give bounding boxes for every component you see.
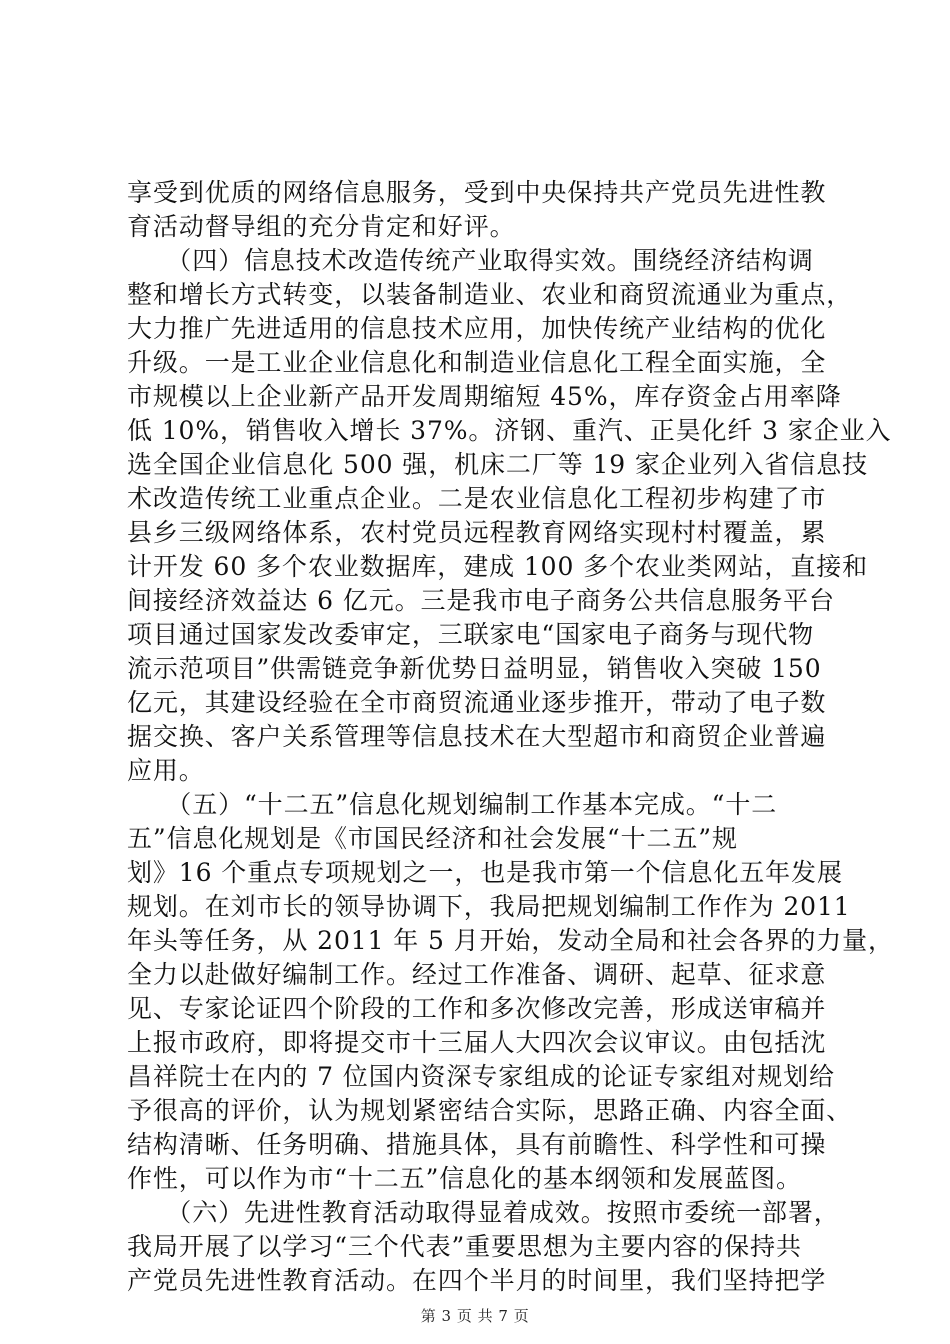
text-line: （六）先进性教育活动取得显着成效。按照市委统一部署，: [127, 1198, 840, 1227]
text-line: 县乡三级网络体系，农村党员远程教育网络实现村村覆盖，累: [127, 518, 827, 547]
text-line: 昌祥院士在内的 7 位国内资深专家组成的论证专家组对规划给: [127, 1062, 835, 1091]
page-footer: 第 3 页 共 7 页: [420, 1307, 530, 1325]
text-line: （五）“十二五”信息化规划编制工作基本完成。“十二: [127, 790, 778, 819]
text-line: 应用。: [127, 756, 205, 785]
text-line: 结构清晰、任务明确、措施具体，具有前瞻性、科学性和可操: [127, 1130, 827, 1159]
text-line: 见、专家论证四个阶段的工作和多次修改完善，形成送审稿并: [127, 994, 827, 1023]
text-line: 我局开展了以学习“三个代表”重要思想为主要内容的保持共: [127, 1232, 802, 1261]
text-line: 育活动督导组的充分肯定和好评。: [127, 212, 516, 241]
text-line: 划》16 个重点专项规划之一，也是我市第一个信息化五年发展: [127, 858, 843, 887]
text-line: 据交换、客户关系管理等信息技术在大型超市和商贸企业普遍: [127, 722, 827, 751]
text-line: 五”信息化规划是《市国民经济和社会发展“十二五”规: [127, 824, 738, 853]
text-line: 享受到优质的网络信息服务，受到中央保持共产党员先进性教: [127, 178, 827, 207]
text-line: 低 10%，销售收入增长 37%。济钢、重汽、正昊化纤 3 家企业入: [127, 416, 892, 445]
text-line: （四）信息技术改造传统产业取得实效。围绕经济结构调: [127, 246, 814, 275]
text-line: 整和增长方式转变，以装备制造业、农业和商贸流通业为重点，: [127, 280, 853, 309]
text-line: 予很高的评价，认为规划紧密结合实际，思路正确、内容全面、: [127, 1096, 853, 1125]
text-line: 亿元，其建设经验在全市商贸流通业逐步推开，带动了电子数: [127, 688, 827, 717]
text-line: 升级。一是工业企业信息化和制造业信息化工程全面实施，全: [127, 348, 827, 377]
text-line: 作性，可以作为市“十二五”信息化的基本纲领和发展蓝图。: [127, 1164, 802, 1193]
text-line: 产党员先进性教育活动。在四个半月的时间里，我们坚持把学: [127, 1266, 827, 1295]
text-line: 间接经济效益达 6 亿元。三是我市电子商务公共信息服务平台: [127, 586, 835, 615]
text-line: 上报市政府，即将提交市十三届人大四次会议审议。由包括沈: [127, 1028, 827, 1057]
text-line: 市规模以上企业新产品开发周期缩短 45%，库存资金占用率降: [127, 382, 842, 411]
text-line: 项目通过国家发改委审定，三联家电“国家电子商务与现代物: [127, 620, 815, 649]
text-line: 流示范项目”供需链竞争新优势日益明显，销售收入突破 150: [127, 654, 822, 683]
text-line: 选全国企业信息化 500 强，机床二厂等 19 家企业列入省信息技: [127, 450, 869, 479]
text-line: 计开发 60 多个农业数据库，建成 100 多个农业类网站，直接和: [127, 552, 869, 581]
text-line: 年头等任务，从 2011 年 5 月开始，发动全局和社会各界的力量，: [127, 926, 894, 955]
text-line: 规划。在刘市长的领导协调下，我局把规划编制工作作为 2011: [127, 892, 851, 921]
text-line: 大力推广先进适用的信息技术应用，加快传统产业结构的优化: [127, 314, 827, 343]
text-line: 术改造传统工业重点企业。二是农业信息化工程初步构建了市: [127, 484, 827, 513]
text-line: 全力以赴做好编制工作。经过工作准备、调研、起草、征求意: [127, 960, 827, 989]
